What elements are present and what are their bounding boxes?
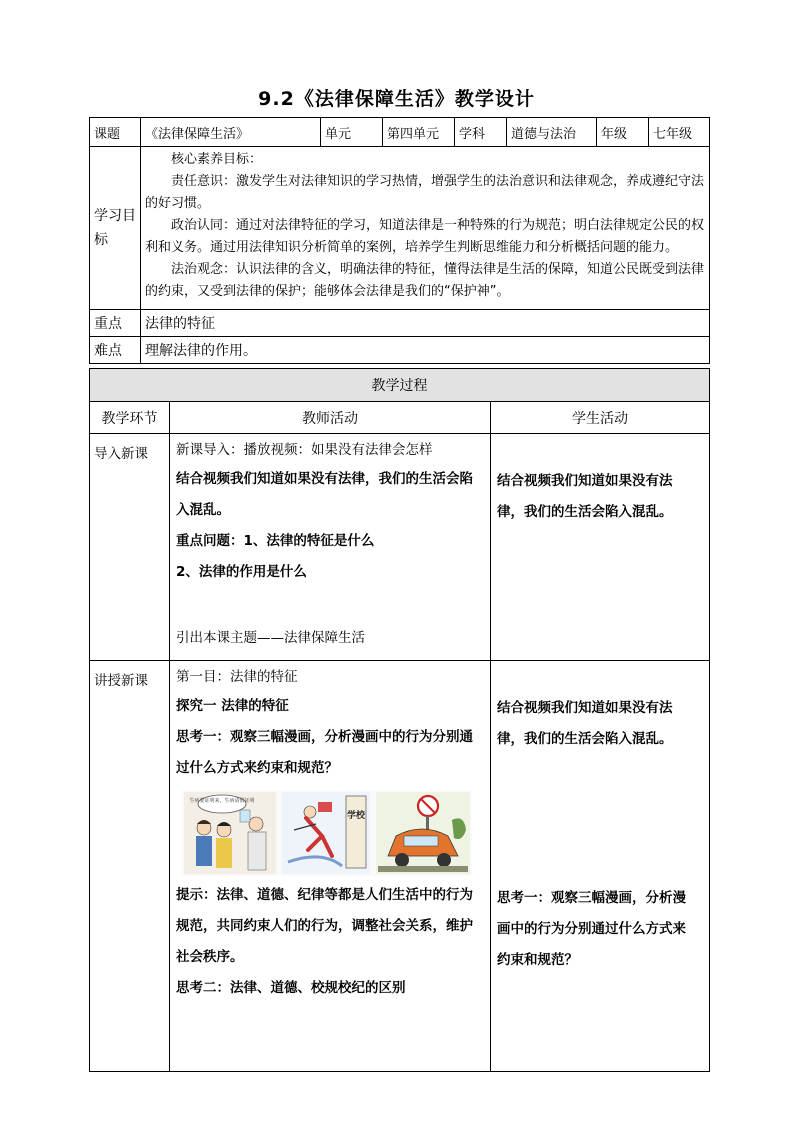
unit-value: 第四单元 [383,118,455,147]
lecture-stage: 讲授新课 [90,661,170,1072]
process-title-row [90,369,710,402]
comic-school-sign: 学校 [346,811,366,821]
info-header-row [90,118,710,147]
lecture-think-one-1: 思考一：观察三幅漫画，分析漫画中的行为分别通 [176,729,473,745]
comic-school [282,792,370,874]
objective-responsibility: 责任意识：激发学生对法律知识的学习热情，增强学生的法治意识和法律观念，养成遵纪守法的好习惯。 [145,174,705,211]
grade-value: 七年级 [649,118,710,147]
three-comics-image [182,790,472,876]
lecture-row [90,661,710,1072]
intro-teacher-cell [170,434,491,661]
objectives-label: 学习目标 [90,147,141,310]
intro-stage: 导入新课 [90,434,170,661]
lecture-teacher-cell [170,661,491,1072]
lecture-hint-2: 规范，共同约束人们的行为，调整社会关系，维护 [176,918,473,934]
difficulty-row [90,337,710,364]
objectives-row [90,147,710,310]
intro-teacher-bold-1: 结合视频我们知道如果没有法律，我们的生活会陷 [176,471,473,487]
unit-label: 单元 [321,118,383,147]
topic-value: 《法律保障生活》 [141,118,321,147]
objectives-content [141,147,710,310]
lecture-think-one-2: 过什么方式来约束和规范？ [176,760,338,776]
topic-label: 课题 [90,118,141,147]
subject-label: 学科 [455,118,507,147]
lesson-info-table [89,117,710,364]
intro-teacher-line: 新课导入：播放视频：如果没有法律会怎样 [176,442,433,458]
key-point-row [90,310,710,337]
intro-teacher-topic: 引出本课主题——法律保障生活 [176,630,365,646]
intro-student-bold-1: 结合视频我们知道如果没有法 [497,473,673,489]
intro-teacher-bold-2: 入混乱。 [176,502,230,518]
objective-political: 政治认同：通过对法律特征的学习，知道法律是一种特殊的行为规范；明白法律规定公民的权利和义务。通过用法律知识分析简单的案例，培养学生判断思维能力和分析概括问题的能力。 [145,218,705,255]
lecture-hint-3: 社会秩序。 [176,949,244,965]
document-title: 9.2《法律保障生活》教学设计 [258,88,535,110]
comic-hospital [184,792,276,874]
lecture-explore-title: 探究一 法律的特征 [176,698,289,714]
process-title: 教学过程 [90,369,710,402]
intro-teacher-question-1: 重点问题：1、法律的特征是什么 [176,533,375,549]
lecture-think-two: 思考二：法律、道德、校规校纪的区别 [176,980,406,996]
grade-label: 年级 [597,118,649,147]
intro-student-bold-2: 律，我们的生活会陷入混乱。 [497,504,673,520]
student-column-header: 学生活动 [491,402,710,434]
difficulty-value: 理解法律的作用。 [141,337,710,364]
lecture-student-think-3: 约束和规范？ [497,952,578,968]
process-header-row [90,402,710,434]
lecture-student-think-2: 画中的行为分别通过什么方式来 [497,921,686,937]
lecture-student-bold-1: 结合视频我们知道如果没有法 [497,700,673,716]
objective-legal: 法治观念：认识法律的含义，明确法律的特征，懂得法律是生活的保障，知道公民既受到法律的约束，又受到法律的保护；能够体会法律是我们的“保护神”。 [145,262,705,299]
subject-value: 道德与法治 [507,118,597,147]
lecture-teacher-heading: 第一目：法律的特征 [176,669,298,685]
lecture-student-cell [491,661,710,1072]
intro-teacher-question-2: 2、法律的作用是什么 [176,564,307,580]
comic-speech-caption: 生病要证明来，生病请假证明 [189,798,255,804]
teaching-process-table [89,368,710,1072]
objectives-intro: 核心素养目标： [171,152,263,167]
comic-car [376,792,470,874]
lecture-student-bold-2: 律，我们的生活会陷入混乱。 [497,731,673,747]
lecture-student-think-1: 思考一：观察三幅漫画，分析漫 [497,890,686,906]
teacher-column-header: 教师活动 [170,402,491,434]
key-point-value: 法律的特征 [141,310,710,337]
intro-student-cell [491,434,710,661]
lecture-hint-1: 提示：法律、道德、纪律等都是人们生活中的行为 [176,887,473,903]
difficulty-label: 难点 [90,337,141,364]
intro-row [90,434,710,661]
key-point-label: 重点 [90,310,141,337]
stage-column-header: 教学环节 [90,402,170,434]
